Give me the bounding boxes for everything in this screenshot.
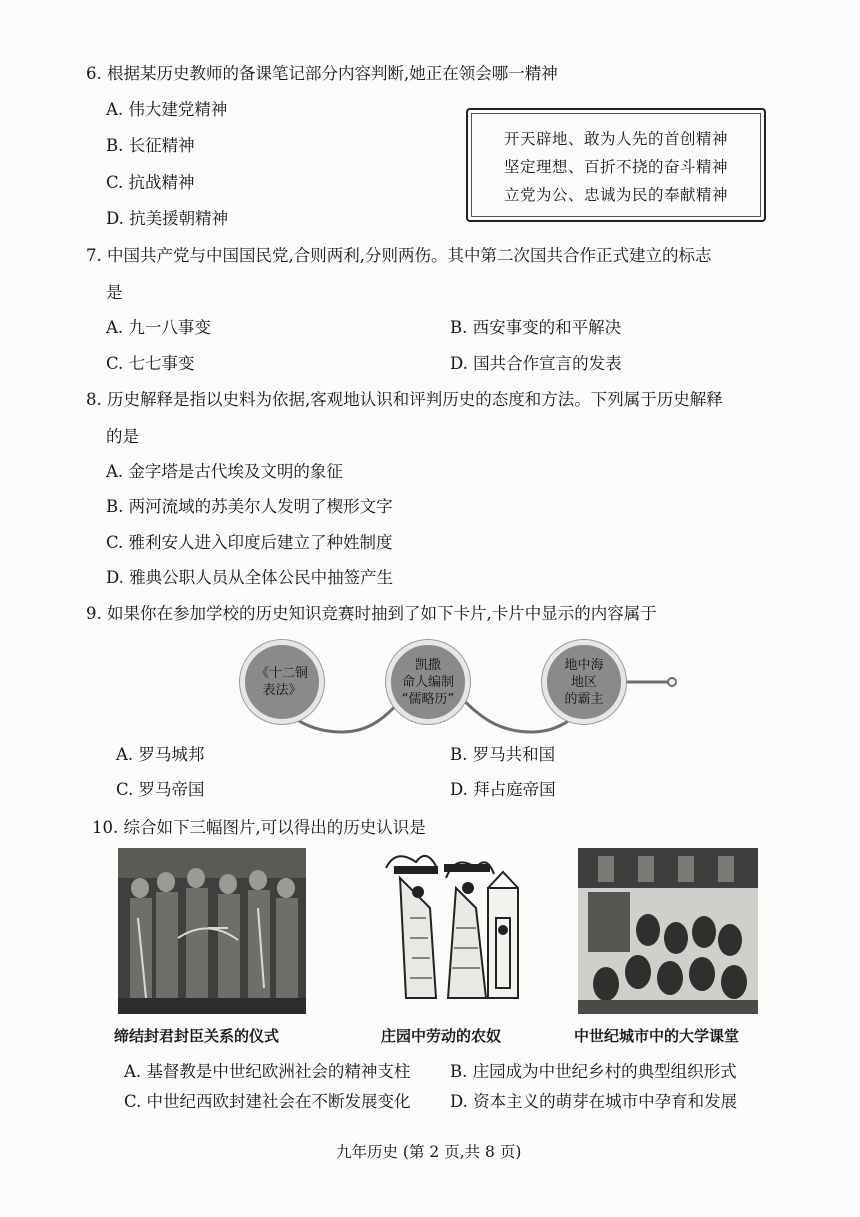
timeline-end-dot: [668, 678, 676, 686]
q6-option-d: D. 抗美援朝精神: [106, 209, 229, 228]
page-footer: 九年历史 (第 2 页,共 8 页): [336, 1143, 522, 1161]
card-twelve-tables: [240, 640, 324, 724]
q8-option-b: B. 两河流域的苏美尔人发明了楔形文字: [106, 497, 393, 516]
q9-option-b: B. 罗马共和国: [450, 745, 556, 764]
q10-option-d: D. 资本主义的萌芽在城市中孕育和发展: [450, 1092, 738, 1111]
q9-option-d: D. 拜占庭帝国: [450, 780, 556, 799]
q6-option-b: B. 长征精神: [106, 136, 195, 155]
caption-fealty: 缔结封君封臣关系的仪式: [114, 1027, 280, 1045]
q6-stem: 6. 根据某历史教师的备课笔记部分内容判断,她正在领会哪一精神: [86, 64, 558, 83]
q9-stem: 9. 如果你在参加学校的历史知识竞赛时抽到了如下卡片,卡片中显示的内容属于: [86, 604, 657, 623]
card-twelve-tables-text: 《十二铜 表法》: [255, 666, 308, 698]
q10-stem: 10. 综合如下三幅图片,可以得出的历史认识是: [92, 818, 426, 837]
notes-line-3: 立党为公、忠诚为民的奉献精神: [503, 186, 728, 204]
card-mediterranean-text: 地中海 地区 的霸主: [564, 657, 604, 707]
card-mediterranean: [542, 640, 626, 724]
q8-stem-line1: 8. 历史解释是指以史料为依据,客观地认识和评判历史的态度和方法。下列属于历史解释: [86, 390, 723, 409]
notes-line-2: 坚定理想、百折不挠的奋斗精神: [503, 158, 728, 176]
serfs-working-image: [376, 848, 528, 1014]
q9-option-a: A. 罗马城邦: [116, 745, 205, 764]
card-julian-calendar-text: 凯撒 命人编制 “儒略历”: [401, 657, 455, 707]
q8-option-a: A. 金字塔是古代埃及文明的象征: [106, 462, 343, 481]
q6-option-c: C. 抗战精神: [106, 173, 195, 192]
notes-line-1: 开天辟地、敢为人先的首创精神: [503, 130, 728, 148]
q10-option-c: C. 中世纪西欧封建社会在不断发展变化: [124, 1092, 411, 1111]
q8-option-d: D. 雅典公职人员从全体公民中抽签产生: [106, 568, 394, 587]
university-classroom-image: [578, 848, 758, 1014]
history-card-timeline: [232, 638, 682, 738]
caption-serfs: 庄园中劳动的农奴: [381, 1027, 502, 1045]
q7-stem-line1: 7. 中国共产党与中国国民党,合则两利,分则两伤。其中第二次国共合作正式建立的标志: [86, 246, 712, 265]
caption-university: 中世纪城市中的大学课堂: [574, 1027, 740, 1045]
q6-option-a: A. 伟大建党精神: [106, 100, 228, 119]
fealty-ceremony-image: [118, 848, 306, 1014]
q10-option-a: A. 基督教是中世纪欧洲社会的精神支柱: [124, 1062, 411, 1081]
q7-option-a: A. 九一八事变: [106, 318, 211, 337]
q10-option-b: B. 庄园成为中世纪乡村的典型组织形式: [450, 1062, 737, 1081]
q8-option-c: C. 雅利安人进入印度后建立了种姓制度: [106, 533, 393, 552]
card-julian-calendar: [386, 640, 470, 724]
q7-stem-line2: 是: [106, 283, 123, 302]
q7-option-b: B. 西安事变的和平解决: [450, 318, 622, 337]
q8-stem-line2: 的是: [106, 427, 139, 446]
q7-option-d: D. 国共合作宣言的发表: [450, 354, 622, 373]
notes-box: [466, 108, 766, 222]
q7-option-c: C. 七七事变: [106, 354, 195, 373]
q9-option-c: C. 罗马帝国: [116, 780, 205, 799]
